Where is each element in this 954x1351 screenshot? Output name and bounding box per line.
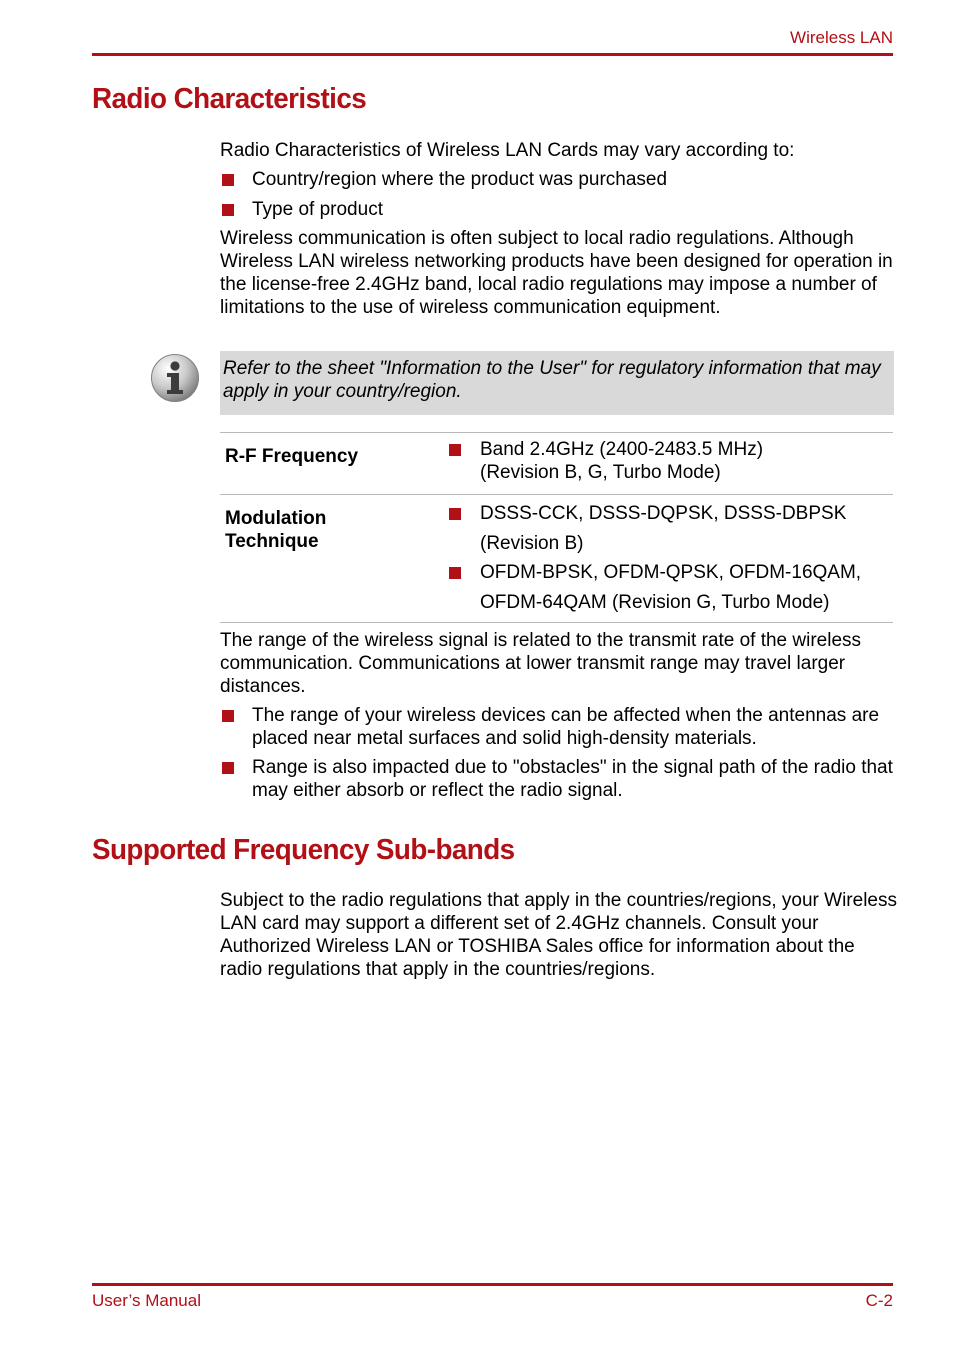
list-item-text: Type of product xyxy=(252,199,383,220)
list-item-text: Range is also impacted due to "obstacles" in the signal path of the radio that may either absorb or reflect the radio signal. xyxy=(252,757,893,801)
bullet-square-icon xyxy=(222,204,234,216)
list-item-text: Country/region where the product was purchased xyxy=(252,169,668,190)
bullet-square-icon xyxy=(222,174,234,186)
table-rule xyxy=(220,622,893,623)
footer-rule xyxy=(92,1283,893,1286)
table-cell-item xyxy=(446,558,896,618)
bullet-square-icon xyxy=(449,508,461,520)
bullet-square-icon xyxy=(449,567,461,579)
note-box xyxy=(220,351,894,415)
section-title-supported-frequency: Supported Frequency Sub-bands xyxy=(92,834,515,866)
table-cell-item xyxy=(446,438,896,484)
running-header: Wireless LAN xyxy=(790,28,893,47)
section-title-radio-characteristics: Radio Characteristics xyxy=(92,83,367,115)
info-icon xyxy=(150,353,200,403)
header-rule xyxy=(92,53,893,56)
regulations-paragraph: Wireless communication is often subject to local radio regulations. Although Wireless LAN wireless networking products have been designed for operation in the license-free 2.4GHz band, local radio regulations may impose a number of limitations to the use of wireless communication equipment. xyxy=(220,228,893,318)
page-number: C-2 xyxy=(865,1291,893,1310)
footer-manual-title: User’s Manual xyxy=(92,1291,201,1310)
bullet-square-icon xyxy=(222,762,234,774)
list-item-text: The range of your wireless devices can be affected when the antennas are placed near metal surfaces and solid high-density materials. xyxy=(252,705,880,749)
table-row-label: Modulation Technique xyxy=(225,508,327,552)
table-cell-text: DSSS-CCK, DSSS-DQPSK, DSSS-DBPSK (Revision B) xyxy=(480,503,847,554)
table-cell-item xyxy=(446,499,896,559)
list-item xyxy=(220,704,900,750)
table-row-label: R-F Frequency xyxy=(225,446,359,467)
bullet-square-icon xyxy=(449,444,461,456)
bullet-square-icon xyxy=(222,710,234,722)
note-text: Refer to the sheet "Information to the User" for regulatory information that may apply in your country/region. xyxy=(223,358,881,402)
list-item xyxy=(220,756,900,802)
table-cell-text: OFDM-BPSK, OFDM-QPSK, OFDM-16QAM, OFDM-64QAM (Revision G, Turbo Mode) xyxy=(480,562,862,613)
list-item xyxy=(220,168,900,191)
table-cell-text: Band 2.4GHz (2400-2483.5 MHz) (Revision B, G, Turbo Mode) xyxy=(480,439,764,483)
list-item xyxy=(220,198,900,221)
subbands-paragraph: Subject to the radio regulations that apply in the countries/regions, your Wireless LAN card may support a different set of 2.4GHz channels. Consult your Authorized Wireless LAN or TOSHIBA Sales office for information about the radio regulations that apply in the countries/regions. xyxy=(220,890,897,980)
table-rule xyxy=(220,494,893,495)
range-paragraph: The range of the wireless signal is related to the transmit rate of the wireless communication. Communications at lower transmit range may travel larger distances. xyxy=(220,630,862,697)
table-rule xyxy=(220,432,893,433)
intro-paragraph: Radio Characteristics of Wireless LAN Cards may vary according to: xyxy=(220,140,795,161)
